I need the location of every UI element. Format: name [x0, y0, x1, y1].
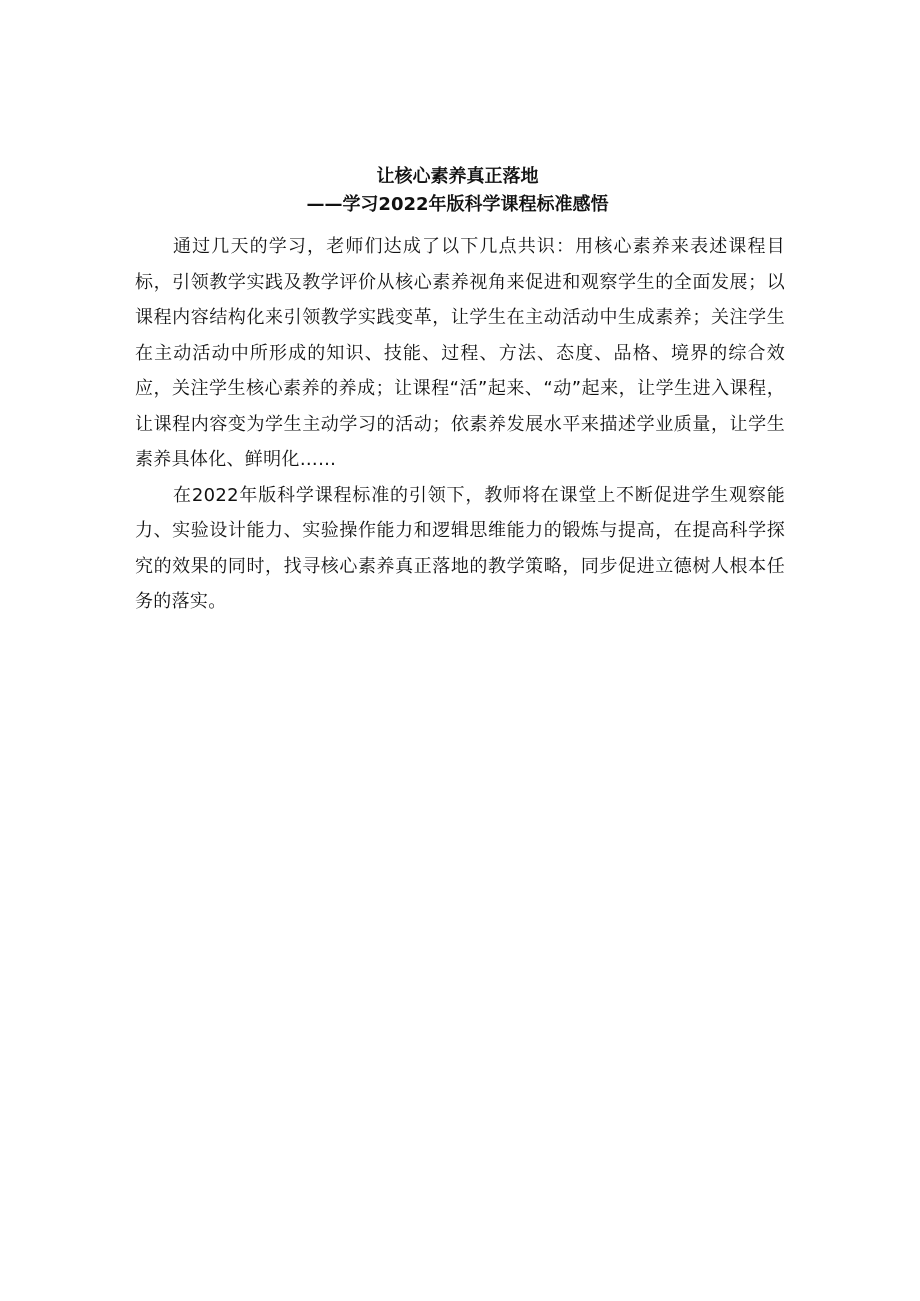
paragraph-guidance: 在2022年版科学课程标准的引领下，教师将在课堂上不断促进学生观察能力、实验设计能力、实验操作能力和逻辑思维能力的锻炼与提高，在提高科学探究的效果的同时，找寻核心素养真正落地的教学策略，同步促进立德树人根本任务的落实。 [135, 484, 785, 612]
document-title: 让核心素养真正落地 [376, 166, 539, 187]
document-body [135, 229, 785, 620]
document-subtitle: ——学习2022年版科学课程标准感悟 [306, 194, 609, 215]
paragraph-consensus: 通过几天的学习，老师们达成了以下几点共识：用核心素养来表述课程目标，引领教学实践及教学评价从核心素养视角来促进和观察学生的全面发展；以课程内容结构化来引领教学实践变革，让学生在主动活动中生成素养；关注学生在主动活动中所形成的知识、技能、过程、方法、态度、品格、境界的综合效应，关注学生核心素养的养成；让课程“活”起来、“动”起来，让学生进入课程，让课程内容变为学生主动学习的活动；依素养发展水平来描述学业质量，让学生素养具体化、鲜明化…… [135, 236, 785, 470]
